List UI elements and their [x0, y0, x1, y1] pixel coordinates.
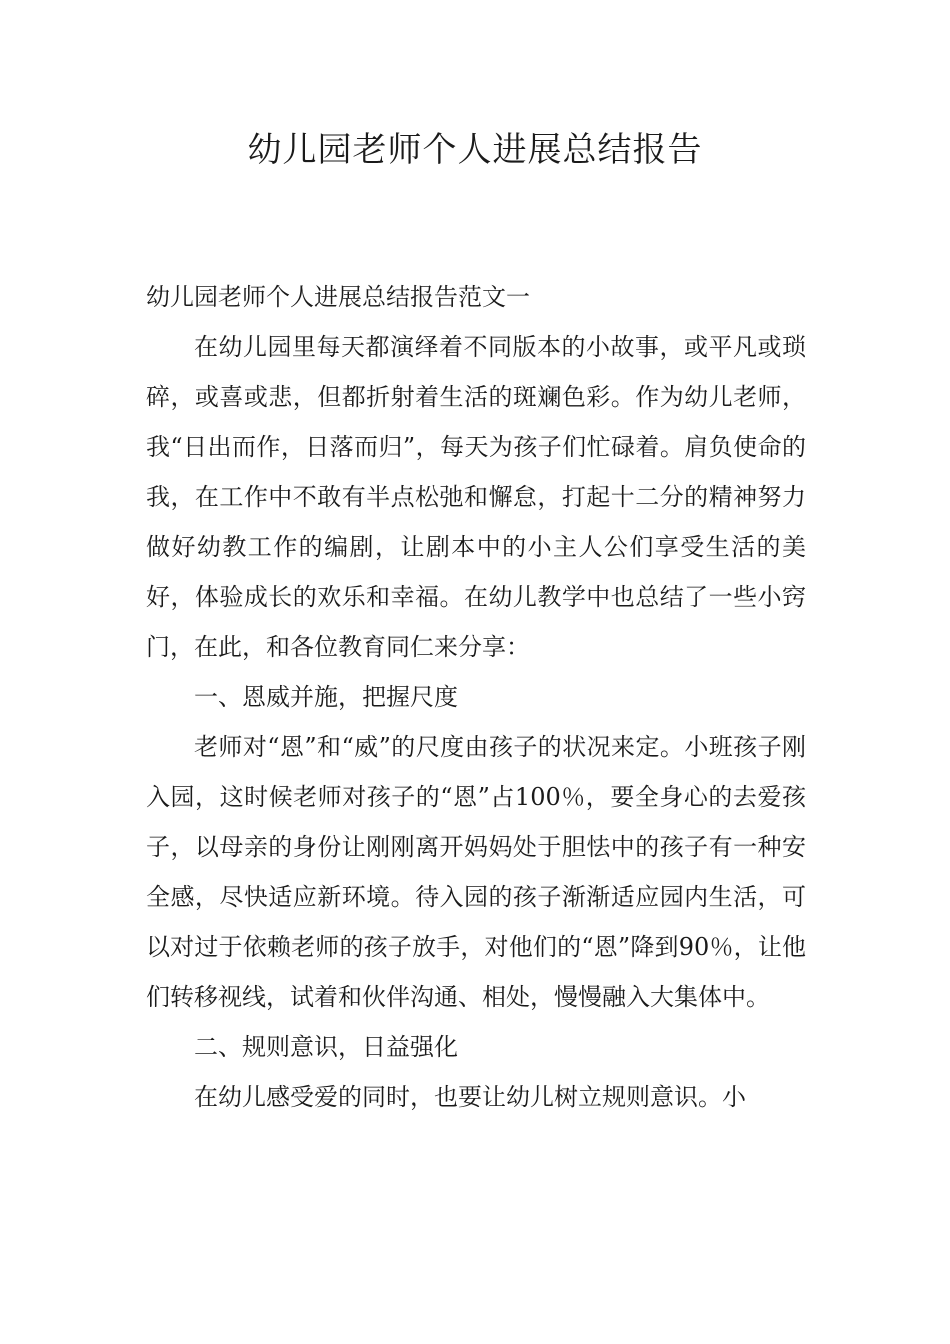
paragraph-intro: 在幼儿园里每天都演绎着不同版本的小故事，或平凡或琐碎，或喜或悲，但都折射着生活的斑斓色彩。作为幼儿老师，我“日出而作，日落而归”，每天为孩子们忙碌着。肩负使命的我，在工作中不敢有半点松弛和懈怠，打起十二分的精神努力做好幼教工作的编剧，让剧本中的小主人公们享受生活的美好，体验成长的欢乐和幸福。在幼儿教学中也总结了一些小窍门，在此，和各位教育同仁来分享： — [146, 333, 806, 661]
document-body — [146, 272, 806, 1122]
subheading-one: 一、恩威并施，把握尺度 — [194, 683, 458, 711]
paragraph-two: 在幼儿感受爱的同时，也要让幼儿树立规则意识。小 — [194, 1083, 746, 1111]
section-heading: 幼儿园老师个人进展总结报告范文一 — [146, 283, 530, 311]
subheading-two: 二、规则意识，日益强化 — [194, 1033, 458, 1061]
document-title: 幼儿园老师个人进展总结报告 — [247, 130, 703, 170]
paragraph-one: 老师对“恩”和“威”的尺度由孩子的状况来定。小班孩子刚入园，这时候老师对孩子的“恩”占100％，要全身心的去爱孩子，以母亲的身份让刚刚离开妈妈处于胆怯中的孩子有一种安全感，尽快适应新环境。待入园的孩子渐渐适应园内生活，可以对过于依赖老师的孩子放手，对他们的“恩”降到90％，让他们转移视线，试着和伙伴沟通、相处，慢慢融入大集体中。 — [146, 733, 806, 1011]
